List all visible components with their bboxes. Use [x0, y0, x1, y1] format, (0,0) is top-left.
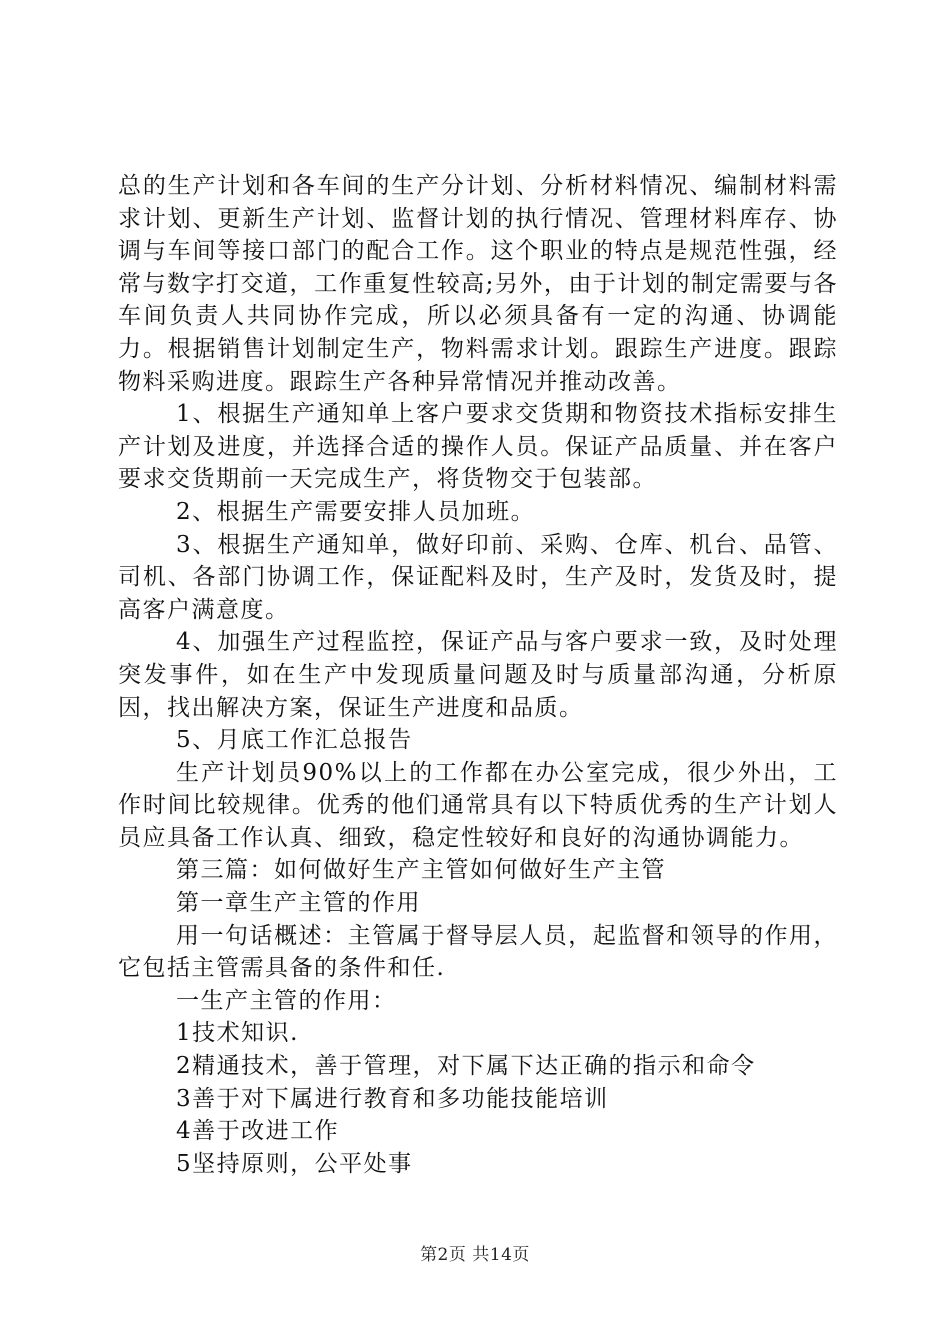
list-item-2: 2精通技术，善于管理，对下属下达正确的指示和命令 — [176, 1053, 756, 1080]
paragraph-3: 2、根据生产需要安排人员加班。 — [176, 498, 536, 525]
list-item-4: 4善于改进工作 — [176, 1118, 340, 1145]
paragraph-10: 用一句话概述：主管属于督导层人员，起监督和领导的作用，它包括主管需具备的条件和任. — [118, 922, 838, 982]
paragraph-6: 5、月底工作汇总报告 — [176, 727, 413, 754]
list-item-1: 1技术知识. — [176, 1020, 299, 1047]
paragraph-2: 1、根据生产通知单上客户要求交货期和物资技术指标安排生产计划及进度，并选择合适的操作人员。保证产品质量、并在客户要求交货期前一天完成生产，将货物交于包装部。 — [118, 401, 838, 493]
paragraph-5: 4、加强生产过程监控，保证产品与客户要求一致，及时处理突发事件，如在生产中发现质量问题及时与质量部沟通，分析原因，找出解决方案，保证生产进度和品质。 — [118, 629, 838, 721]
paragraph-4: 3、根据生产通知单，做好印前、采购、仓库、机台、品管、司机、各部门协调工作，保证配料及时，生产及时，发货及时，提高客户满意度。 — [118, 531, 838, 623]
document-body — [118, 170, 838, 1180]
list-item-3: 3善于对下属进行教育和多功能技能培训 — [176, 1085, 609, 1112]
section-heading-3: 第三篇：如何做好生产主管如何做好生产主管 — [176, 857, 666, 884]
page-number: 第2页 共14页 — [420, 1245, 530, 1265]
paragraph-1: 总的生产计划和各车间的生产分计划、分析材料情况、编制材料需求计划、更新生产计划、监督计划的执行情况、管理材料库存、协调与车间等接口部门的配合工作。这个职业的特点是规范性强，经常与数字打交道，工作重复性较高;另外，由于计划的制定需要与各车间负责人共同协作完成，所以必须具备有一定的沟通、协调能力。根据销售计划制定生产，物料需求计划。跟踪生产进度。跟踪物料采购进度。跟踪生产各种异常情况并推动改善。 — [118, 173, 838, 395]
list-item-5: 5坚持原则，公平处事 — [176, 1150, 413, 1177]
paragraph-7: 生产计划员90%以上的工作都在办公室完成，很少外出，工作时间比较规律。优秀的他们通常具有以下特质优秀的生产计划人员应具备工作认真、细致，稳定性较好和良好的沟通协调能力。 — [118, 759, 838, 851]
chapter-heading-1: 第一章生产主管的作用 — [176, 890, 421, 917]
list-heading: 一生产主管的作用： — [176, 987, 397, 1014]
